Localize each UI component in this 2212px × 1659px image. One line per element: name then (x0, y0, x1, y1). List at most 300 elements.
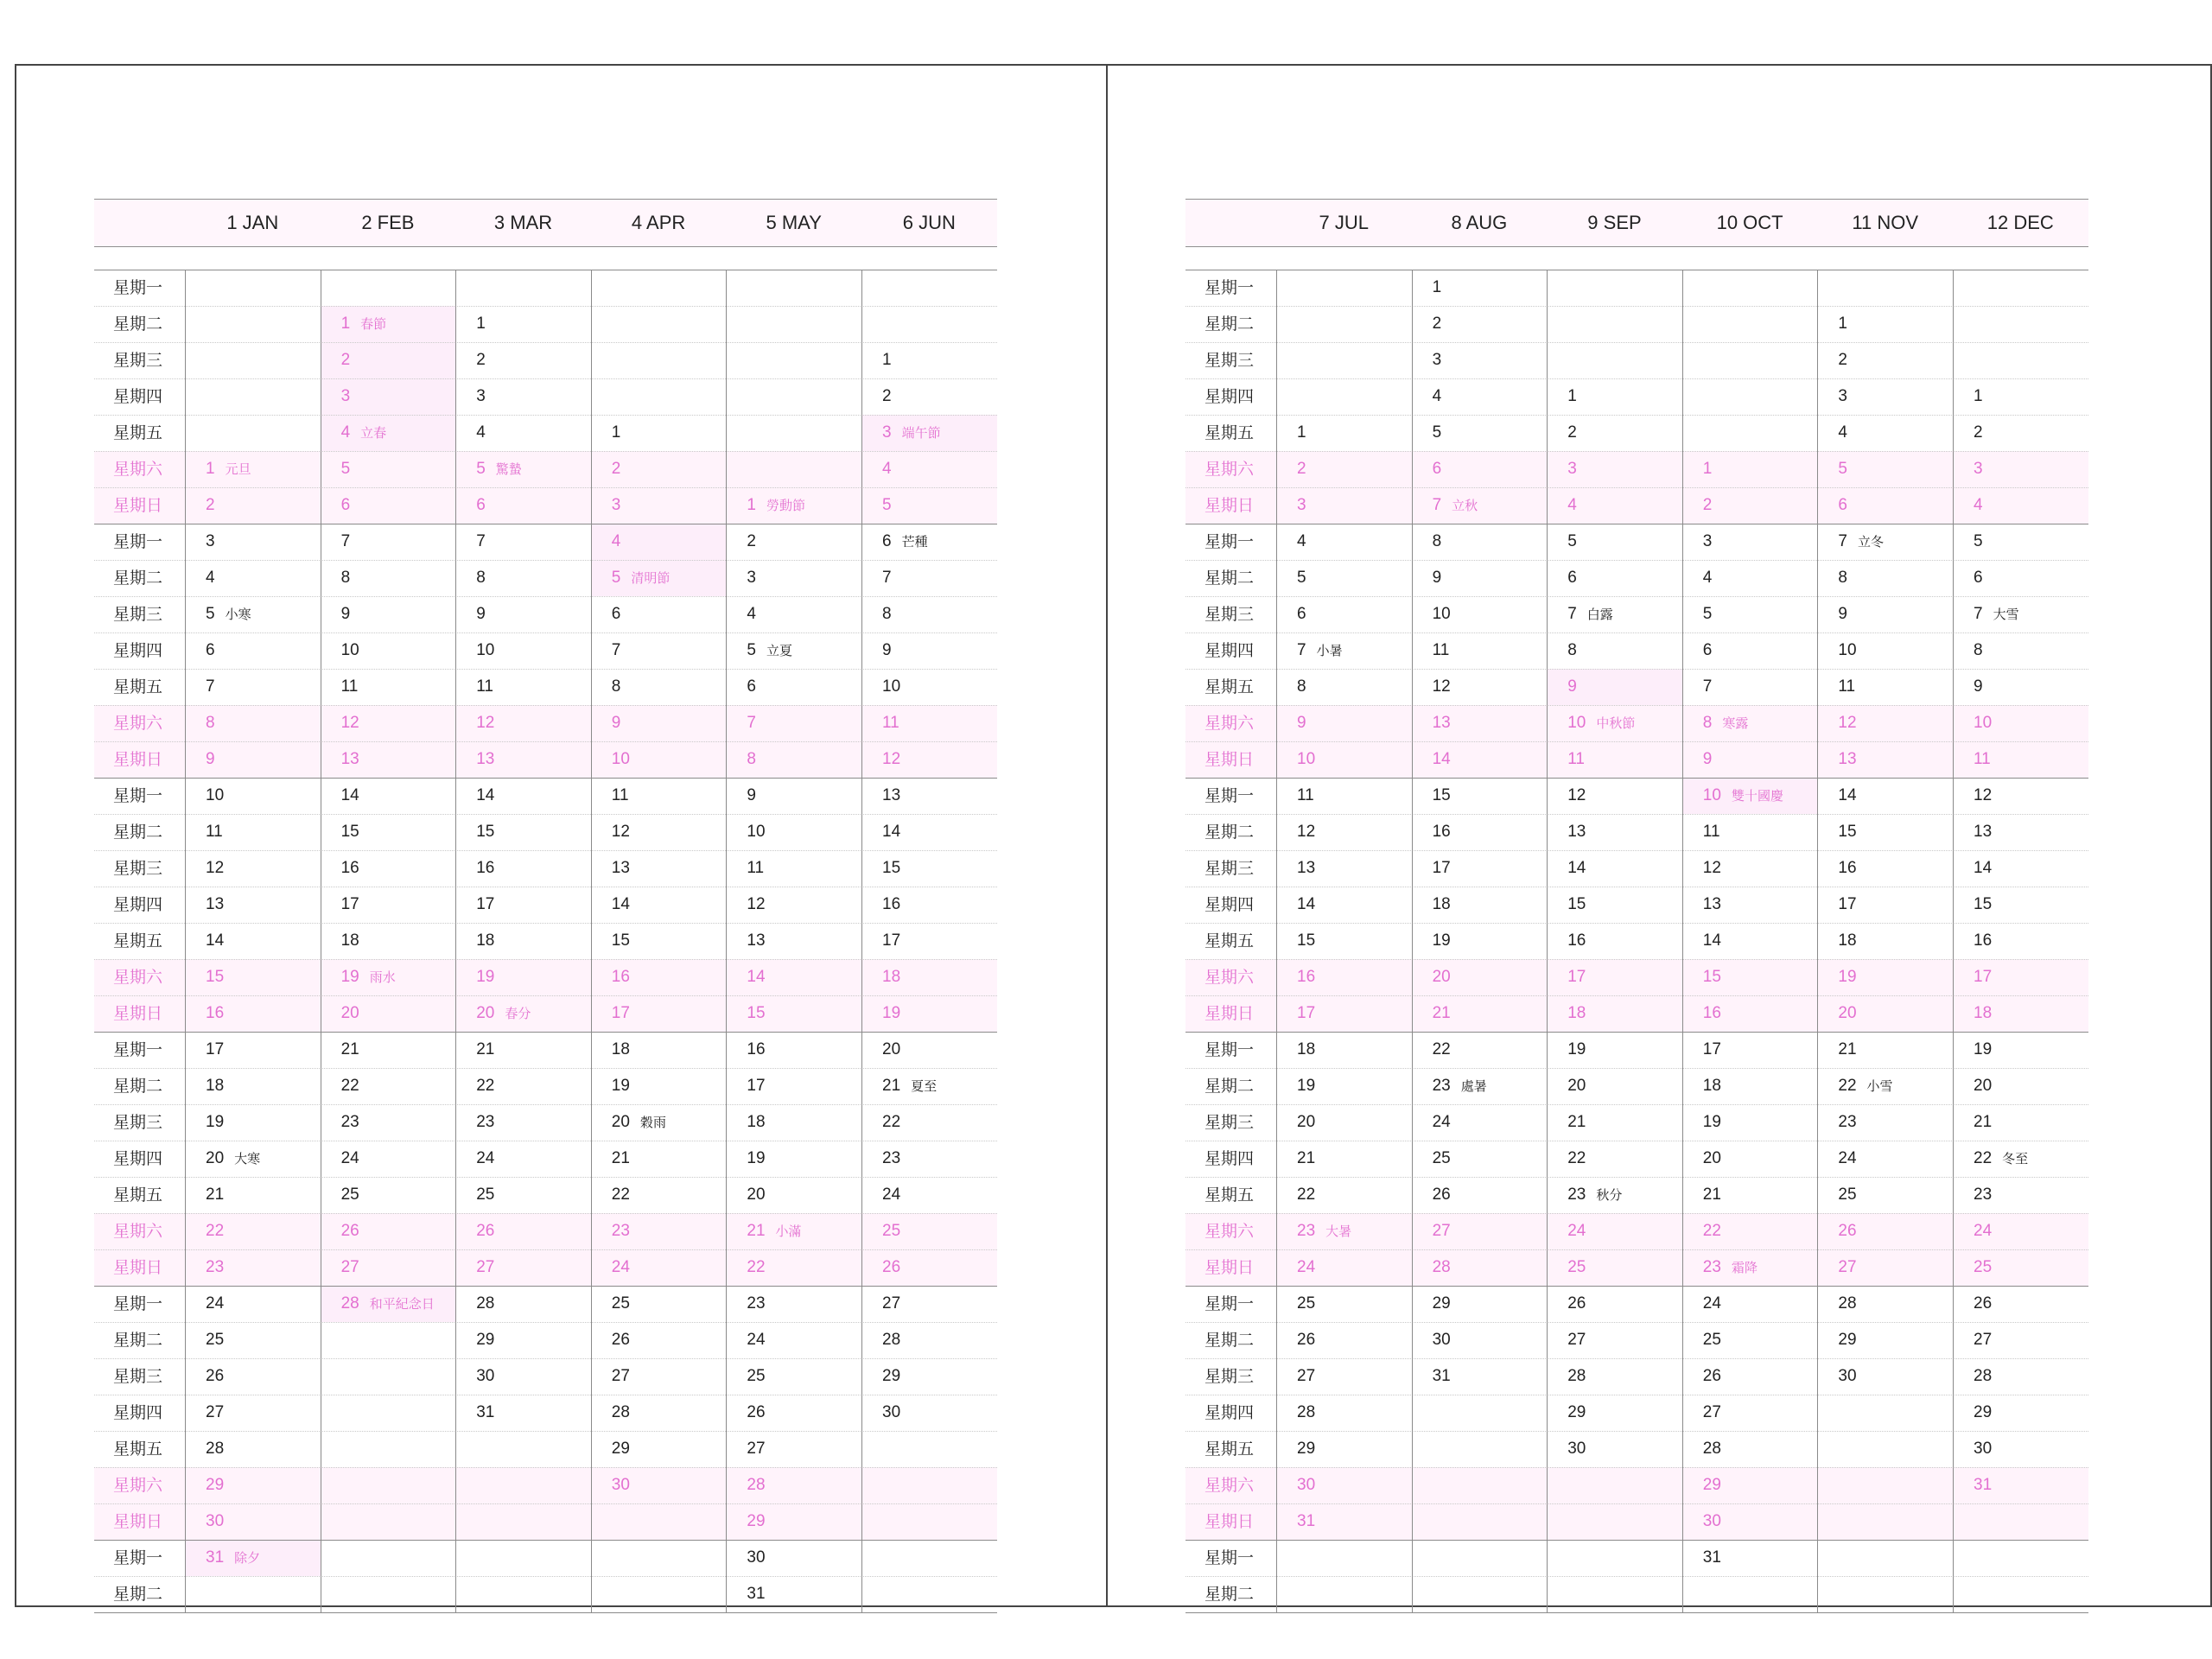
day-cell[interactable] (726, 1540, 861, 1576)
day-cell[interactable] (1953, 560, 2088, 596)
day-cell[interactable] (321, 887, 456, 923)
day-cell[interactable] (1953, 1322, 2088, 1358)
day-cell[interactable] (726, 1141, 861, 1177)
day-cell[interactable] (726, 1503, 861, 1540)
day-cell[interactable] (321, 741, 456, 778)
day-cell[interactable] (321, 632, 456, 669)
day-cell[interactable] (726, 1358, 861, 1395)
day-cell[interactable] (1412, 270, 1548, 306)
day-cell[interactable] (1682, 1286, 1818, 1322)
day-cell[interactable] (321, 1068, 456, 1104)
day-cell[interactable] (1547, 451, 1682, 487)
day-cell[interactable] (1817, 669, 1953, 705)
day-cell[interactable] (1817, 741, 1953, 778)
day-cell[interactable] (1682, 1503, 1818, 1540)
day-cell[interactable] (591, 850, 727, 887)
day-cell[interactable] (1412, 415, 1548, 451)
day-cell[interactable] (185, 1104, 321, 1141)
day-cell[interactable] (1682, 1068, 1818, 1104)
day-cell[interactable] (591, 487, 727, 524)
day-cell[interactable] (591, 1141, 727, 1177)
day-cell[interactable] (1547, 850, 1682, 887)
day-cell[interactable] (1547, 887, 1682, 923)
day-cell[interactable] (726, 923, 861, 959)
day-cell[interactable] (185, 995, 321, 1032)
day-cell[interactable] (185, 705, 321, 741)
day-cell[interactable] (1412, 596, 1548, 632)
day-cell[interactable] (1547, 778, 1682, 814)
day-cell[interactable] (726, 1395, 861, 1431)
day-cell[interactable] (591, 1431, 727, 1467)
day-cell[interactable] (1817, 451, 1953, 487)
day-cell[interactable] (861, 705, 997, 741)
day-cell[interactable] (1817, 814, 1953, 850)
day-cell[interactable] (185, 1032, 321, 1068)
day-cell[interactable] (1682, 778, 1818, 814)
day-cell[interactable] (591, 778, 727, 814)
day-cell[interactable] (455, 632, 591, 669)
day-cell[interactable] (591, 669, 727, 705)
day-cell[interactable] (1682, 1467, 1818, 1503)
day-cell[interactable] (185, 741, 321, 778)
day-cell[interactable] (1276, 632, 1412, 669)
day-cell[interactable] (1682, 560, 1818, 596)
day-cell[interactable] (1682, 850, 1818, 887)
day-cell[interactable] (861, 669, 997, 705)
day-cell[interactable] (1412, 1032, 1548, 1068)
day-cell[interactable] (1276, 1286, 1412, 1322)
day-cell[interactable] (861, 850, 997, 887)
day-cell[interactable] (321, 342, 456, 378)
day-cell[interactable] (591, 705, 727, 741)
day-cell[interactable] (1817, 705, 1953, 741)
day-cell[interactable] (1817, 342, 1953, 378)
day-cell[interactable] (1953, 1177, 2088, 1213)
day-cell[interactable] (861, 1358, 997, 1395)
day-cell[interactable] (455, 887, 591, 923)
day-cell[interactable] (185, 887, 321, 923)
day-cell[interactable] (185, 1177, 321, 1213)
day-cell[interactable] (185, 1395, 321, 1431)
day-cell[interactable] (861, 887, 997, 923)
day-cell[interactable] (1682, 995, 1818, 1032)
day-cell[interactable] (1276, 1104, 1412, 1141)
day-cell[interactable] (591, 923, 727, 959)
day-cell[interactable] (455, 995, 591, 1032)
day-cell[interactable] (1682, 959, 1818, 995)
day-cell[interactable] (861, 1177, 997, 1213)
day-cell[interactable] (1682, 1177, 1818, 1213)
day-cell[interactable] (1682, 487, 1818, 524)
day-cell[interactable] (726, 741, 861, 778)
day-cell[interactable] (1547, 814, 1682, 850)
day-cell[interactable] (1412, 778, 1548, 814)
day-cell[interactable] (1682, 1395, 1818, 1431)
day-cell[interactable] (185, 1286, 321, 1322)
day-cell[interactable] (455, 560, 591, 596)
day-cell[interactable] (1953, 451, 2088, 487)
day-cell[interactable] (321, 995, 456, 1032)
day-cell[interactable] (1276, 1503, 1412, 1540)
day-cell[interactable] (1682, 1104, 1818, 1141)
day-cell[interactable] (1953, 632, 2088, 669)
day-cell[interactable] (1817, 487, 1953, 524)
day-cell[interactable] (1276, 415, 1412, 451)
day-cell[interactable] (321, 524, 456, 560)
day-cell[interactable] (1412, 451, 1548, 487)
day-cell[interactable] (1953, 778, 2088, 814)
day-cell[interactable] (1682, 524, 1818, 560)
day-cell[interactable] (185, 1503, 321, 1540)
day-cell[interactable] (1412, 995, 1548, 1032)
day-cell[interactable] (1276, 741, 1412, 778)
day-cell[interactable] (455, 1395, 591, 1431)
day-cell[interactable] (1547, 632, 1682, 669)
day-cell[interactable] (455, 1104, 591, 1141)
day-cell[interactable] (861, 741, 997, 778)
day-cell[interactable] (726, 669, 861, 705)
day-cell[interactable] (455, 1322, 591, 1358)
day-cell[interactable] (455, 923, 591, 959)
day-cell[interactable] (1817, 923, 1953, 959)
day-cell[interactable] (591, 1032, 727, 1068)
day-cell[interactable] (1276, 1141, 1412, 1177)
day-cell[interactable] (1953, 1141, 2088, 1177)
day-cell[interactable] (726, 487, 861, 524)
day-cell[interactable] (1276, 1177, 1412, 1213)
day-cell[interactable] (455, 850, 591, 887)
day-cell[interactable] (591, 1249, 727, 1286)
day-cell[interactable] (726, 705, 861, 741)
day-cell[interactable] (1817, 1141, 1953, 1177)
day-cell[interactable] (1953, 487, 2088, 524)
day-cell[interactable] (1953, 596, 2088, 632)
day-cell[interactable] (185, 1322, 321, 1358)
day-cell[interactable] (1412, 850, 1548, 887)
day-cell[interactable] (1276, 814, 1412, 850)
day-cell[interactable] (1276, 995, 1412, 1032)
day-cell[interactable] (1412, 1141, 1548, 1177)
day-cell[interactable] (1276, 451, 1412, 487)
day-cell[interactable] (185, 1249, 321, 1286)
day-cell[interactable] (1953, 378, 2088, 415)
day-cell[interactable] (185, 1141, 321, 1177)
day-cell[interactable] (861, 524, 997, 560)
day-cell[interactable] (185, 487, 321, 524)
day-cell[interactable] (726, 524, 861, 560)
day-cell[interactable] (591, 995, 727, 1032)
day-cell[interactable] (591, 1068, 727, 1104)
day-cell[interactable] (1547, 1395, 1682, 1431)
day-cell[interactable] (726, 1576, 861, 1612)
day-cell[interactable] (185, 1213, 321, 1249)
day-cell[interactable] (1953, 850, 2088, 887)
day-cell[interactable] (1276, 1032, 1412, 1068)
day-cell[interactable] (1817, 1358, 1953, 1395)
day-cell[interactable] (1682, 451, 1818, 487)
day-cell[interactable] (1953, 995, 2088, 1032)
day-cell[interactable] (1953, 1249, 2088, 1286)
day-cell[interactable] (455, 415, 591, 451)
day-cell[interactable] (1817, 1032, 1953, 1068)
day-cell[interactable] (455, 778, 591, 814)
day-cell[interactable] (321, 1104, 456, 1141)
day-cell[interactable] (455, 342, 591, 378)
day-cell[interactable] (1412, 306, 1548, 342)
day-cell[interactable] (1547, 1213, 1682, 1249)
day-cell[interactable] (321, 596, 456, 632)
day-cell[interactable] (185, 669, 321, 705)
day-cell[interactable] (1547, 1104, 1682, 1141)
day-cell[interactable] (185, 923, 321, 959)
day-cell[interactable] (1953, 415, 2088, 451)
day-cell[interactable] (726, 887, 861, 923)
day-cell[interactable] (321, 669, 456, 705)
day-cell[interactable] (1276, 1431, 1412, 1467)
day-cell[interactable] (185, 524, 321, 560)
day-cell[interactable] (455, 1249, 591, 1286)
day-cell[interactable] (1412, 1104, 1548, 1141)
day-cell[interactable] (455, 451, 591, 487)
day-cell[interactable] (591, 632, 727, 669)
day-cell[interactable] (455, 487, 591, 524)
day-cell[interactable] (185, 959, 321, 995)
day-cell[interactable] (1412, 487, 1548, 524)
day-cell[interactable] (321, 560, 456, 596)
day-cell[interactable] (861, 415, 997, 451)
day-cell[interactable] (1682, 1540, 1818, 1576)
day-cell[interactable] (1412, 1286, 1548, 1322)
day-cell[interactable] (185, 850, 321, 887)
day-cell[interactable] (1682, 1249, 1818, 1286)
day-cell[interactable] (455, 959, 591, 995)
day-cell[interactable] (1953, 1068, 2088, 1104)
day-cell[interactable] (591, 1467, 727, 1503)
day-cell[interactable] (185, 1467, 321, 1503)
day-cell[interactable] (455, 741, 591, 778)
day-cell[interactable] (861, 560, 997, 596)
day-cell[interactable] (1276, 778, 1412, 814)
day-cell[interactable] (726, 1177, 861, 1213)
day-cell[interactable] (591, 1358, 727, 1395)
day-cell[interactable] (455, 1032, 591, 1068)
day-cell[interactable] (1547, 959, 1682, 995)
day-cell[interactable] (455, 1358, 591, 1395)
day-cell[interactable] (1953, 524, 2088, 560)
day-cell[interactable] (1682, 923, 1818, 959)
day-cell[interactable] (1817, 378, 1953, 415)
day-cell[interactable] (1682, 1032, 1818, 1068)
day-cell[interactable] (455, 1177, 591, 1213)
day-cell[interactable] (321, 959, 456, 995)
day-cell[interactable] (1682, 1213, 1818, 1249)
day-cell[interactable] (1412, 741, 1548, 778)
day-cell[interactable] (1953, 887, 2088, 923)
day-cell[interactable] (726, 1286, 861, 1322)
day-cell[interactable] (1953, 814, 2088, 850)
day-cell[interactable] (1817, 1213, 1953, 1249)
day-cell[interactable] (455, 378, 591, 415)
day-cell[interactable] (591, 887, 727, 923)
day-cell[interactable] (726, 1213, 861, 1249)
day-cell[interactable] (1547, 1068, 1682, 1104)
day-cell[interactable] (1547, 524, 1682, 560)
day-cell[interactable] (1682, 887, 1818, 923)
day-cell[interactable] (1276, 887, 1412, 923)
day-cell[interactable] (1276, 1322, 1412, 1358)
day-cell[interactable] (321, 306, 456, 342)
day-cell[interactable] (1682, 596, 1818, 632)
day-cell[interactable] (1276, 524, 1412, 560)
day-cell[interactable] (726, 959, 861, 995)
day-cell[interactable] (726, 778, 861, 814)
day-cell[interactable] (1953, 741, 2088, 778)
day-cell[interactable] (455, 669, 591, 705)
day-cell[interactable] (1547, 1431, 1682, 1467)
day-cell[interactable] (591, 524, 727, 560)
day-cell[interactable] (1953, 923, 2088, 959)
day-cell[interactable] (1817, 778, 1953, 814)
day-cell[interactable] (1817, 306, 1953, 342)
day-cell[interactable] (1412, 342, 1548, 378)
day-cell[interactable] (591, 1177, 727, 1213)
day-cell[interactable] (321, 415, 456, 451)
day-cell[interactable] (1953, 1395, 2088, 1431)
day-cell[interactable] (1682, 1431, 1818, 1467)
day-cell[interactable] (1547, 923, 1682, 959)
day-cell[interactable] (861, 959, 997, 995)
day-cell[interactable] (591, 959, 727, 995)
day-cell[interactable] (321, 487, 456, 524)
day-cell[interactable] (1817, 995, 1953, 1032)
day-cell[interactable] (1817, 596, 1953, 632)
day-cell[interactable] (1276, 959, 1412, 995)
day-cell[interactable] (455, 1141, 591, 1177)
day-cell[interactable] (1682, 1141, 1818, 1177)
day-cell[interactable] (1682, 1358, 1818, 1395)
day-cell[interactable] (455, 1068, 591, 1104)
day-cell[interactable] (1276, 669, 1412, 705)
day-cell[interactable] (1817, 1177, 1953, 1213)
day-cell[interactable] (861, 1286, 997, 1322)
day-cell[interactable] (185, 560, 321, 596)
day-cell[interactable] (321, 923, 456, 959)
day-cell[interactable] (726, 814, 861, 850)
day-cell[interactable] (1682, 741, 1818, 778)
day-cell[interactable] (861, 596, 997, 632)
day-cell[interactable] (321, 1213, 456, 1249)
day-cell[interactable] (1276, 705, 1412, 741)
day-cell[interactable] (321, 1177, 456, 1213)
day-cell[interactable] (1547, 596, 1682, 632)
day-cell[interactable] (321, 1286, 456, 1322)
day-cell[interactable] (1682, 632, 1818, 669)
day-cell[interactable] (591, 451, 727, 487)
day-cell[interactable] (1682, 705, 1818, 741)
day-cell[interactable] (1276, 487, 1412, 524)
day-cell[interactable] (861, 1213, 997, 1249)
day-cell[interactable] (1412, 959, 1548, 995)
day-cell[interactable] (321, 850, 456, 887)
day-cell[interactable] (1682, 1322, 1818, 1358)
day-cell[interactable] (861, 342, 997, 378)
day-cell[interactable] (861, 1249, 997, 1286)
day-cell[interactable] (185, 596, 321, 632)
day-cell[interactable] (1547, 705, 1682, 741)
day-cell[interactable] (1412, 632, 1548, 669)
day-cell[interactable] (726, 850, 861, 887)
day-cell[interactable] (1953, 959, 2088, 995)
day-cell[interactable] (455, 306, 591, 342)
day-cell[interactable] (1412, 923, 1548, 959)
day-cell[interactable] (321, 705, 456, 741)
day-cell[interactable] (321, 814, 456, 850)
day-cell[interactable] (185, 1068, 321, 1104)
day-cell[interactable] (1682, 669, 1818, 705)
day-cell[interactable] (1547, 1358, 1682, 1395)
day-cell[interactable] (1682, 814, 1818, 850)
day-cell[interactable] (1412, 705, 1548, 741)
day-cell[interactable] (455, 1286, 591, 1322)
day-cell[interactable] (1547, 560, 1682, 596)
day-cell[interactable] (1412, 1358, 1548, 1395)
day-cell[interactable] (1276, 850, 1412, 887)
day-cell[interactable] (591, 560, 727, 596)
day-cell[interactable] (1953, 1467, 2088, 1503)
day-cell[interactable] (1817, 1068, 1953, 1104)
day-cell[interactable] (321, 378, 456, 415)
day-cell[interactable] (1412, 1249, 1548, 1286)
day-cell[interactable] (1547, 378, 1682, 415)
day-cell[interactable] (185, 814, 321, 850)
day-cell[interactable] (1276, 560, 1412, 596)
day-cell[interactable] (1817, 1322, 1953, 1358)
day-cell[interactable] (185, 778, 321, 814)
day-cell[interactable] (1953, 1431, 2088, 1467)
day-cell[interactable] (861, 995, 997, 1032)
day-cell[interactable] (726, 1249, 861, 1286)
day-cell[interactable] (1817, 1104, 1953, 1141)
day-cell[interactable] (726, 1322, 861, 1358)
day-cell[interactable] (1953, 705, 2088, 741)
day-cell[interactable] (1547, 1249, 1682, 1286)
day-cell[interactable] (185, 1431, 321, 1467)
day-cell[interactable] (1412, 560, 1548, 596)
day-cell[interactable] (321, 778, 456, 814)
day-cell[interactable] (1953, 1213, 2088, 1249)
day-cell[interactable] (1276, 1358, 1412, 1395)
day-cell[interactable] (726, 560, 861, 596)
day-cell[interactable] (1276, 1249, 1412, 1286)
day-cell[interactable] (1412, 1322, 1548, 1358)
day-cell[interactable] (861, 923, 997, 959)
day-cell[interactable] (1412, 1177, 1548, 1213)
day-cell[interactable] (861, 632, 997, 669)
day-cell[interactable] (321, 451, 456, 487)
day-cell[interactable] (1817, 959, 1953, 995)
day-cell[interactable] (1276, 1068, 1412, 1104)
day-cell[interactable] (861, 1322, 997, 1358)
day-cell[interactable] (1547, 1032, 1682, 1068)
day-cell[interactable] (861, 1104, 997, 1141)
day-cell[interactable] (861, 378, 997, 415)
day-cell[interactable] (321, 1141, 456, 1177)
day-cell[interactable] (1276, 596, 1412, 632)
day-cell[interactable] (1276, 1395, 1412, 1431)
day-cell[interactable] (1276, 923, 1412, 959)
day-cell[interactable] (321, 1032, 456, 1068)
day-cell[interactable] (726, 1032, 861, 1068)
